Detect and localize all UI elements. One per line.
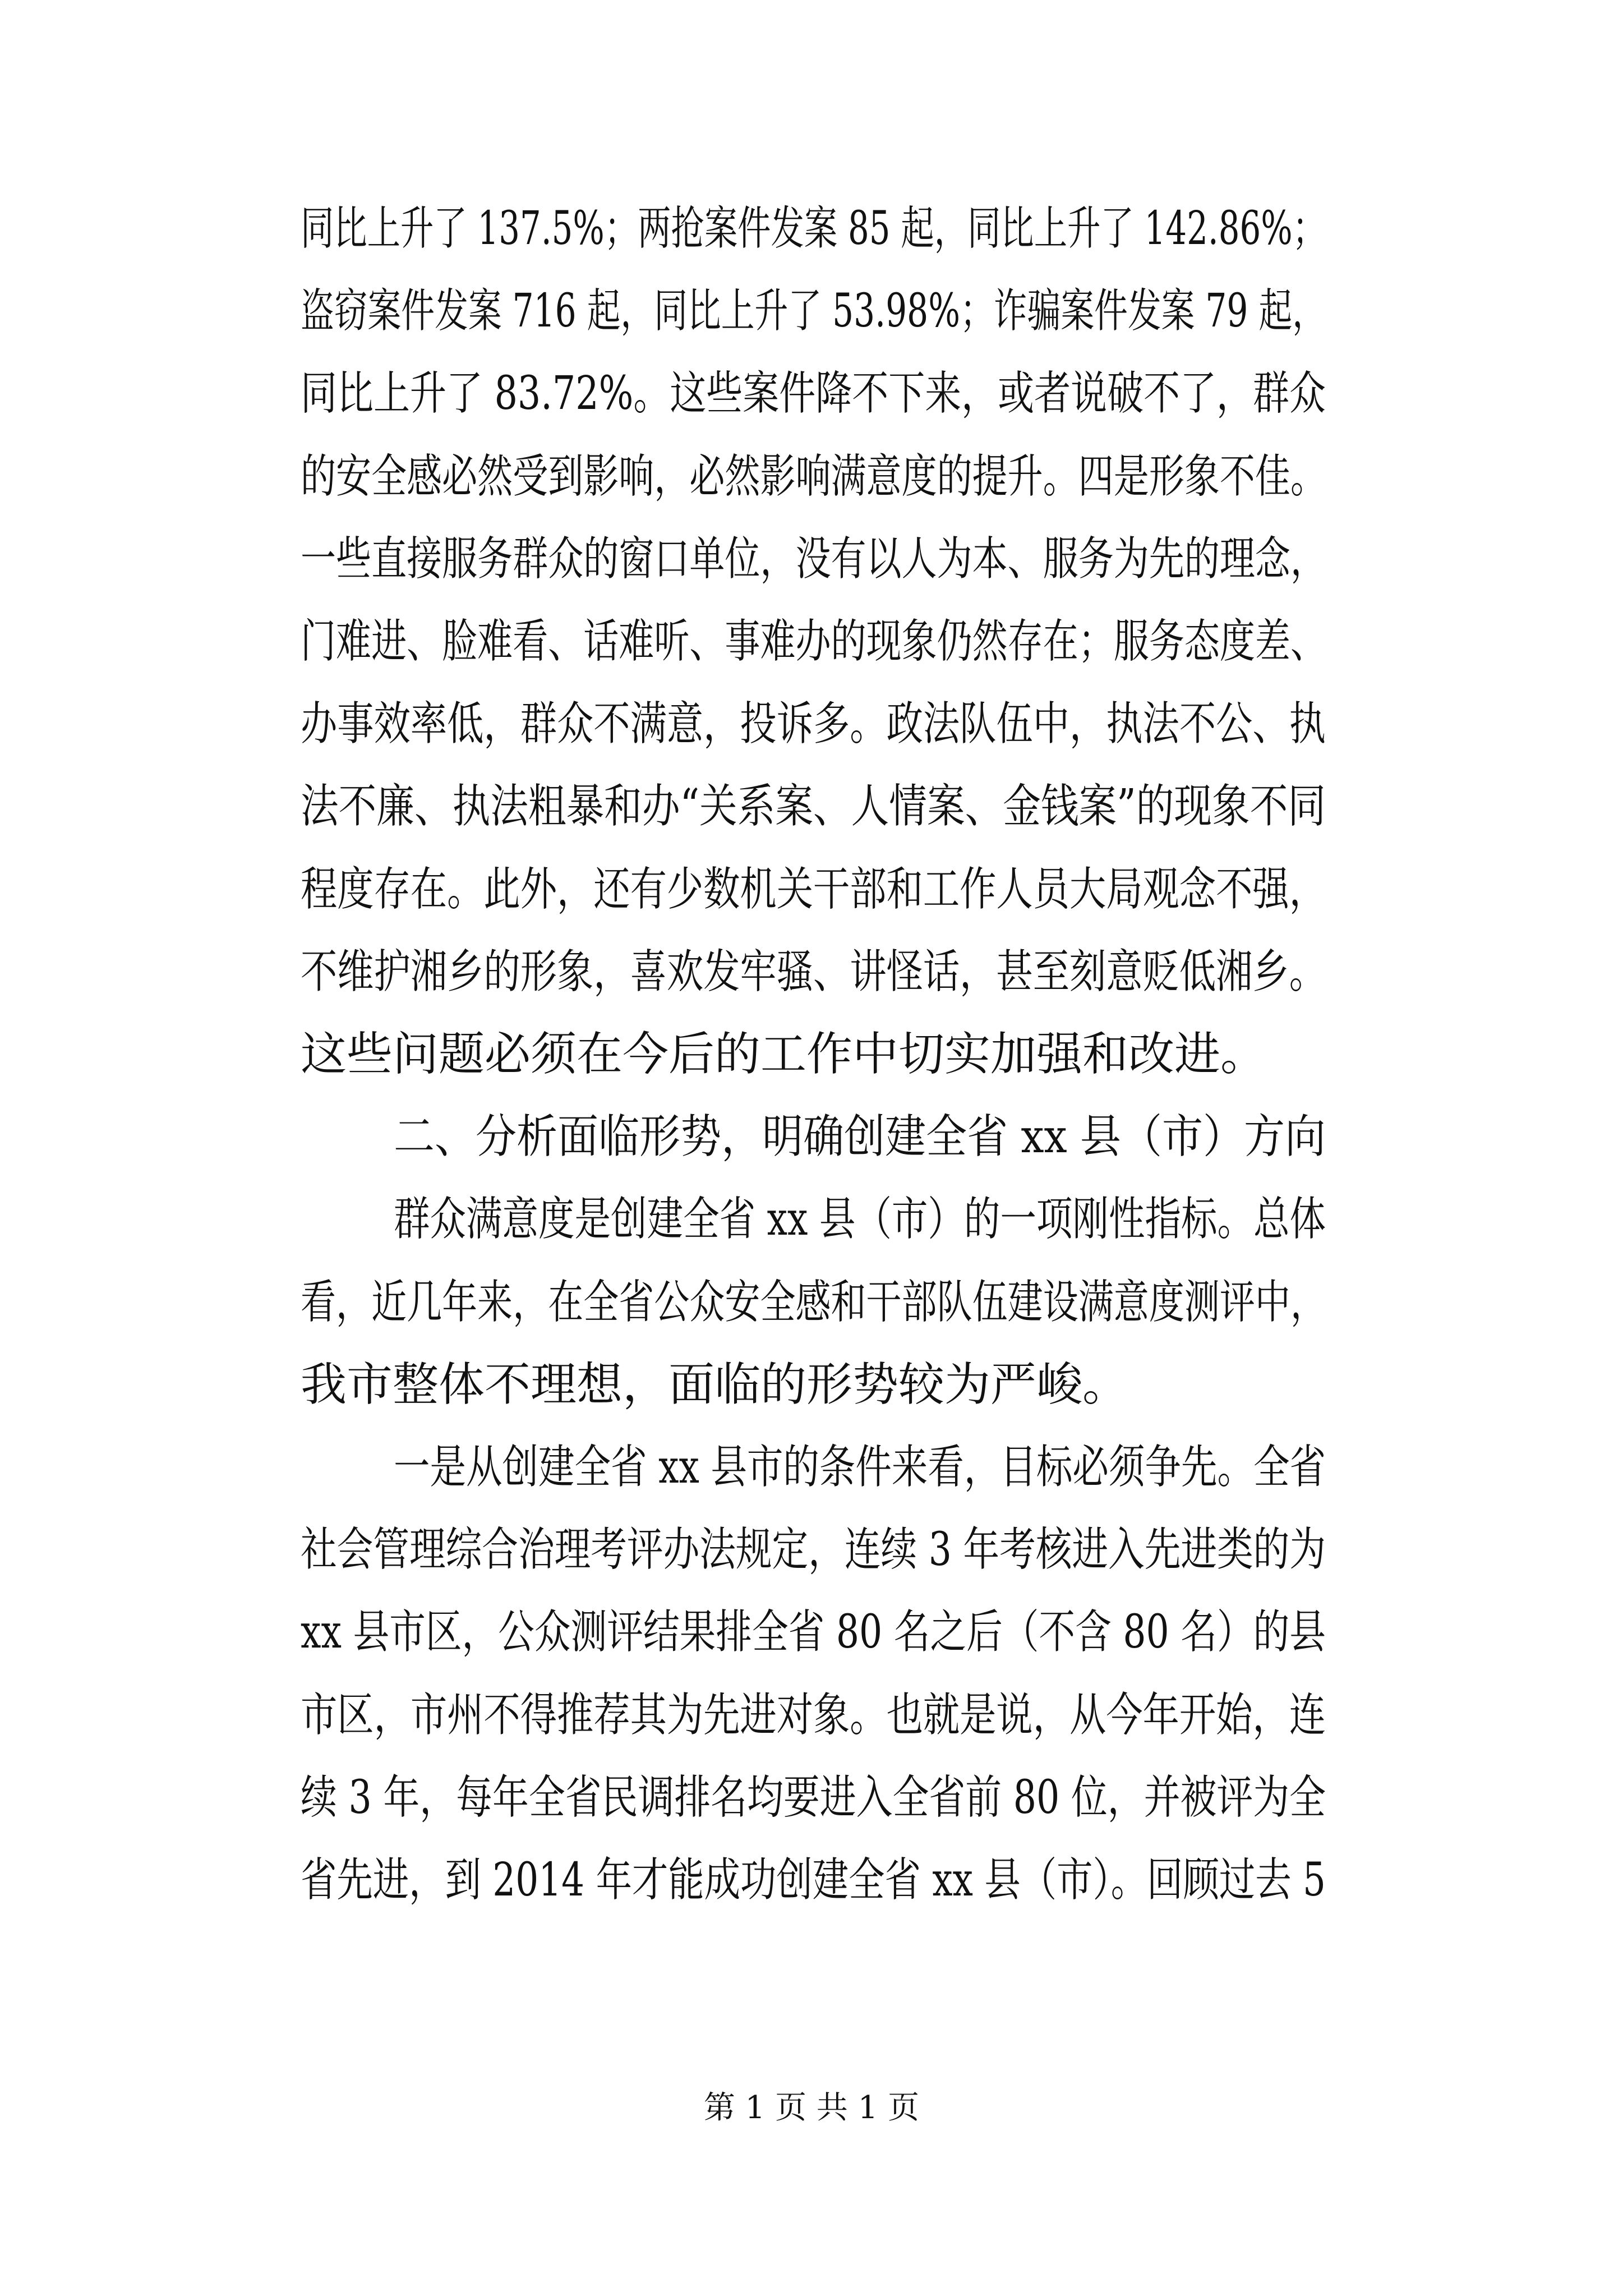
text-line-content: 群众满意度是创建全省 xx 县（市）的一项刚性指标。总体 xyxy=(394,1193,1326,1246)
text-line-content: 一些直接服务群众的窗口单位，没有以人为本、服务为先的理念， xyxy=(301,532,1326,586)
text-line-content: 办事效率低，群众不满意，投诉多。政法队伍中，执法不公、执 xyxy=(301,697,1326,751)
text-line xyxy=(0,1844,1623,1917)
text-line-content: 同比上升了 137.5%；两抢案件发案 85 起，同比上升了 142.86%； xyxy=(301,202,1326,255)
text-line xyxy=(0,1431,1623,1504)
text-line-content: xx 县市区，公众测评结果排全省 80 名之后（不含 80 名）的县 xyxy=(301,1605,1326,1659)
text-line-content: 这些问题必须在今后的工作中切实加强和改进。 xyxy=(301,1028,1267,1081)
text-line xyxy=(0,605,1623,678)
text-line-content: 二、分析面临形势，明确创建全省 xx 县（市）方向 xyxy=(394,1110,1326,1164)
text-line xyxy=(0,523,1623,596)
text-line xyxy=(0,1018,1623,1091)
text-line xyxy=(0,1183,1623,1256)
page-footer: 第 1 页 共 1 页 xyxy=(703,2090,920,2126)
text-line-content: 同比上升了 83.72%。这些案件降不下来，或者说破不了，群众 xyxy=(301,367,1326,421)
text-line xyxy=(0,1679,1623,1752)
text-line-content: 看，近几年来，在全省公众安全感和干部队伍建设满意度测评中， xyxy=(301,1275,1326,1329)
text-line xyxy=(0,192,1623,265)
text-line xyxy=(0,1349,1623,1421)
text-line xyxy=(0,1101,1623,1174)
text-line-content: 不维护湘乡的形象，喜欢发牢骚、讲怪话，甚至刻意贬低湘乡。 xyxy=(301,945,1326,999)
text-line-content: 续 3 年，每年全省民调排名均要进入全省前 80 位，并被评为全 xyxy=(301,1770,1326,1824)
text-line xyxy=(0,357,1623,430)
text-line xyxy=(0,440,1623,513)
text-line-content: 盗窃案件发案 716 起，同比上升了 53.98%；诈骗案件发案 79 起， xyxy=(301,284,1326,338)
text-line xyxy=(0,275,1623,348)
text-line xyxy=(0,688,1623,761)
text-line xyxy=(0,770,1623,843)
text-line-content: 一是从创建全省 xx 县市的条件来看，目标必须争先。全省 xyxy=(394,1441,1326,1494)
text-line-content: 的安全感必然受到影响，必然影响满意度的提升。四是形象不佳。 xyxy=(301,449,1326,503)
text-line xyxy=(0,1596,1623,1669)
text-line-content: 我市整体不理想，面临的形势较为严峻。 xyxy=(301,1358,1129,1411)
text-line-content: 社会管理综合治理考评办法规定，连续 3 年考核进入先进类的为 xyxy=(301,1523,1326,1577)
text-line xyxy=(0,1266,1623,1339)
text-line xyxy=(0,853,1623,926)
text-line-content: 市区，市州不得推荐其为先进对象。也就是说，从今年开始，连 xyxy=(301,1688,1326,1742)
text-line xyxy=(0,1513,1623,1586)
text-line xyxy=(0,936,1623,1009)
text-line-content: 法不廉、执法粗暴和办“关系案、人情案、金钱案”的现象不同 xyxy=(301,780,1326,834)
text-line-content: 程度存在。此外，还有少数机关干部和工作人员大局观念不强， xyxy=(301,862,1326,916)
text-line xyxy=(0,1761,1623,1834)
text-line-content: 门难进、脸难看、话难听、事难办的现象仍然存在；服务态度差、 xyxy=(301,615,1326,668)
text-line-content: 省先进，到 2014 年才能成功创建全省 xx 县（市）。回顾过去 5 xyxy=(301,1853,1326,1907)
